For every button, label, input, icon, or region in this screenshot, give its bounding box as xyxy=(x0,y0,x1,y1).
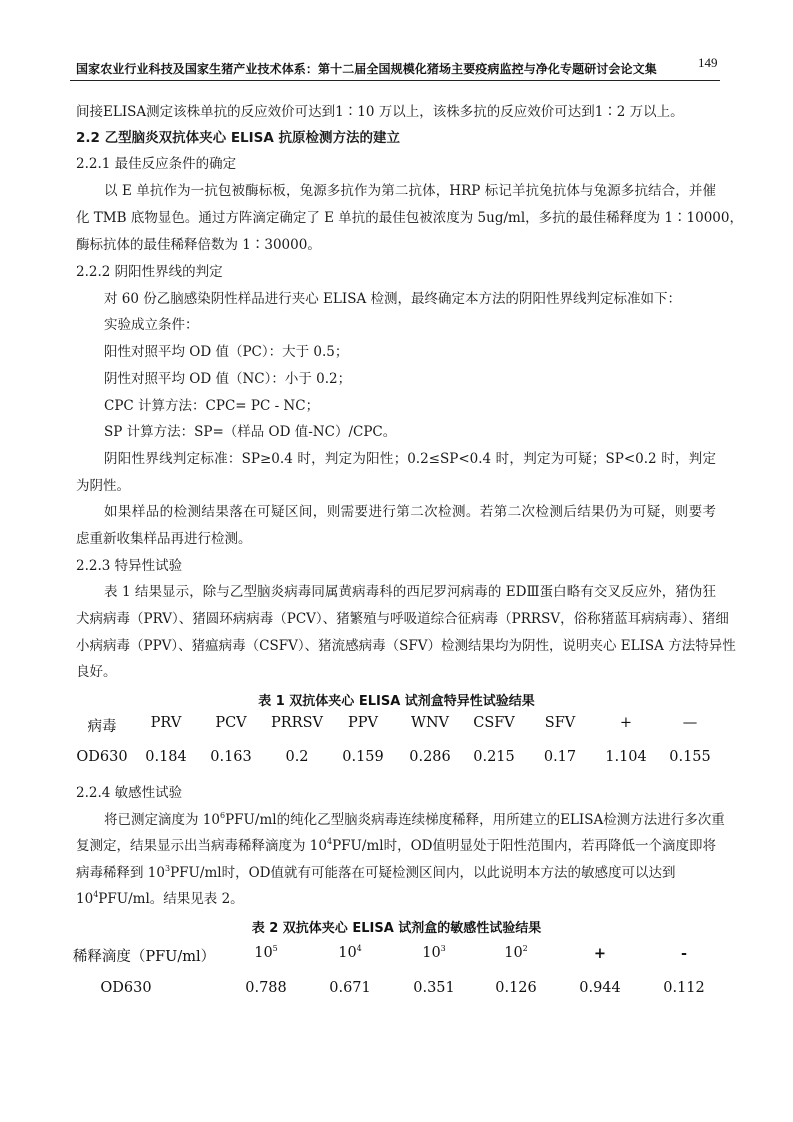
table1-header-cell: — xyxy=(682,715,698,731)
subsection-heading: 2.2.3 特异性试验 xyxy=(76,558,183,574)
table1-header-cell: 病毒 xyxy=(87,719,117,735)
paragraph-line: 间接ELISA测定该株单抗的反应效价可达到1∶10 万以上，该株多抗的反应效价可达到1∶2 万以上。 xyxy=(76,104,684,120)
table1-cell: 0.155 xyxy=(669,749,711,765)
running-title: 国家农业行业科技及国家生猪产业技术体系：第十二届全国规模化猪场主要疫病监控与净化专题研讨会论文集 xyxy=(76,62,657,76)
paragraph-line: 阴阳性界线判定标准：SP≥0.4 时，判定为阳性；0.2≤SP<0.4 时，判定为可疑；SP<0.2 时，判定 xyxy=(104,451,716,467)
page-number: 149 xyxy=(698,55,718,70)
table1-header-cell: PPV xyxy=(348,715,378,731)
table1-cell: 0.286 xyxy=(409,749,451,765)
header-divider xyxy=(70,80,720,81)
subsection-heading: 2.2.4 敏感性试验 xyxy=(76,785,183,801)
table1-header-cell: + xyxy=(619,715,633,731)
table1-header-cell: PRV xyxy=(150,715,182,731)
paragraph-line: 将已测定滴度为 $10^6PFU/ml$的纯化乙型脑炎病毒连续梯度稀释，用所建立的ELISA检测方法进行多次重 xyxy=(104,811,725,828)
table1-header-cell: SFV xyxy=(544,715,576,731)
paragraph-line: SP 计算方法：SP=（样品 OD 值-NC）/CPC。 xyxy=(104,424,397,440)
table1-cell: 1.104 xyxy=(605,749,647,765)
table2-cell: 0.351 xyxy=(413,980,455,996)
table1-header-cell: PCV xyxy=(215,715,247,731)
table2-header-cell: $10^3$ xyxy=(422,944,446,961)
table2-header-cell: $10^4$ xyxy=(338,944,362,961)
table2-header-cell: + xyxy=(593,945,607,962)
paragraph-line: 虑重新收集样品再进行检测。 xyxy=(76,531,252,547)
subsection-heading: 2.2.1 最佳反应条件的确定 xyxy=(76,156,237,172)
paragraph-line: 实验成立条件： xyxy=(104,317,199,333)
paragraph-line: 阴性对照平均 OD 值（NC）：小于 0.2； xyxy=(104,371,352,387)
table2-header-cell: - xyxy=(680,945,688,962)
table2-caption: 表 2 双抗体夹心 ELISA 试剂盒的敏感性试验结果 xyxy=(251,921,542,936)
table1-header-cell: PRRSV xyxy=(271,715,323,731)
paragraph-line: 对 60 份乙脑感染阴性样品进行夹心 ELISA 检测，最终确定本方法的阴阳性界线判定标准如下： xyxy=(104,291,681,307)
table2-cell: 0.788 xyxy=(245,980,287,996)
paragraph-line: 化 TMB 底物显色。通过方阵滴定确定了 E 单抗的最佳包被浓度为 5ug/ml，多抗的最佳稀释度为 1∶10000， xyxy=(76,210,743,226)
paragraph-line: 病毒稀释到 $10^3PFU/ml$时，OD值就有可能落在可疑检测区间内，以此说明本方法的敏感度可以达到 xyxy=(76,864,676,881)
paragraph-line: 如果样品的检测结果落在可疑区间，则需要进行第二次检测。若第二次检测后结果仍为可疑，则要考 xyxy=(104,504,716,520)
table2-cell: OD630 xyxy=(100,980,152,996)
paragraph-line: 复测定，结果显示出当病毒稀释滴度为 $10^4PFU/ml$时，OD值明显处于阳性范围内，若再降低一个滴度即将 xyxy=(76,837,716,854)
paragraph-line: 良好。 xyxy=(76,664,117,680)
table2-header-label: 稀释滴度（PFU/ml） xyxy=(72,949,216,965)
table1-header-cell: WNV xyxy=(410,715,450,731)
table2-cell: 0.944 xyxy=(579,980,621,996)
table1-cell: 0.163 xyxy=(210,749,252,765)
table1-cell: 0.17 xyxy=(543,749,577,765)
table2-header-cell: $10^2$ xyxy=(504,944,528,961)
table2-header-cell: $10^5$ xyxy=(254,944,278,961)
table2-cell: 0.112 xyxy=(663,980,705,996)
table1-caption: 表 1 双抗体夹心 ELISA 试剂盒特异性试验结果 xyxy=(258,694,535,709)
paragraph-line: $10^4PFU/ml$。结果见表 2。 xyxy=(76,890,244,907)
table1-cell: OD630 xyxy=(76,749,128,765)
table2-cell: 0.126 xyxy=(495,980,537,996)
subsection-heading: 2.2.2 阴阳性界线的判定 xyxy=(76,264,223,280)
paragraph-line: 为阴性。 xyxy=(76,478,130,494)
paragraph-line: 阳性对照平均 OD 值（PC）：大于 0.5； xyxy=(104,344,349,360)
table1-cell: 0.159 xyxy=(342,749,384,765)
table1-cell: 0.184 xyxy=(145,749,187,765)
paragraph-line: CPC 计算方法：CPC= PC - NC； xyxy=(104,398,320,414)
table1-header-cell: CSFV xyxy=(473,715,515,731)
section-heading: 2.2 乙型脑炎双抗体夹心 ELISA 抗原检测方法的建立 xyxy=(76,130,401,146)
paragraph-line: 以 E 单抗作为一抗包被酶标板，兔源多抗作为第二抗体，HRP 标记羊抗兔抗体与兔源多抗结合，并催 xyxy=(104,183,716,199)
paragraph-line: 表 1 结果显示，除与乙型脑炎病毒同属黄病毒科的西尼罗河病毒的 EDⅢ蛋白略有交叉反应外，猪伪狂 xyxy=(104,584,716,600)
table1-cell: 0.215 xyxy=(473,749,515,765)
table1-cell: 0.2 xyxy=(285,749,309,765)
paragraph-line: 酶标抗体的最佳稀释倍数为 1∶30000。 xyxy=(76,237,321,253)
paragraph-line: 犬病病毒（PRV）、猪圆环病病毒（PCV）、猪繁殖与呼吸道综合征病毒（PRRSV，俗称猪蓝耳病病毒）、猪细 xyxy=(76,611,729,627)
table2-cell: 0.671 xyxy=(329,980,371,996)
paragraph-line: 小病病毒（PPV）、猪瘟病毒（CSFV）、猪流感病毒（SFV）检测结果均为阴性，说明夹心 ELISA 方法特异性 xyxy=(76,638,736,654)
